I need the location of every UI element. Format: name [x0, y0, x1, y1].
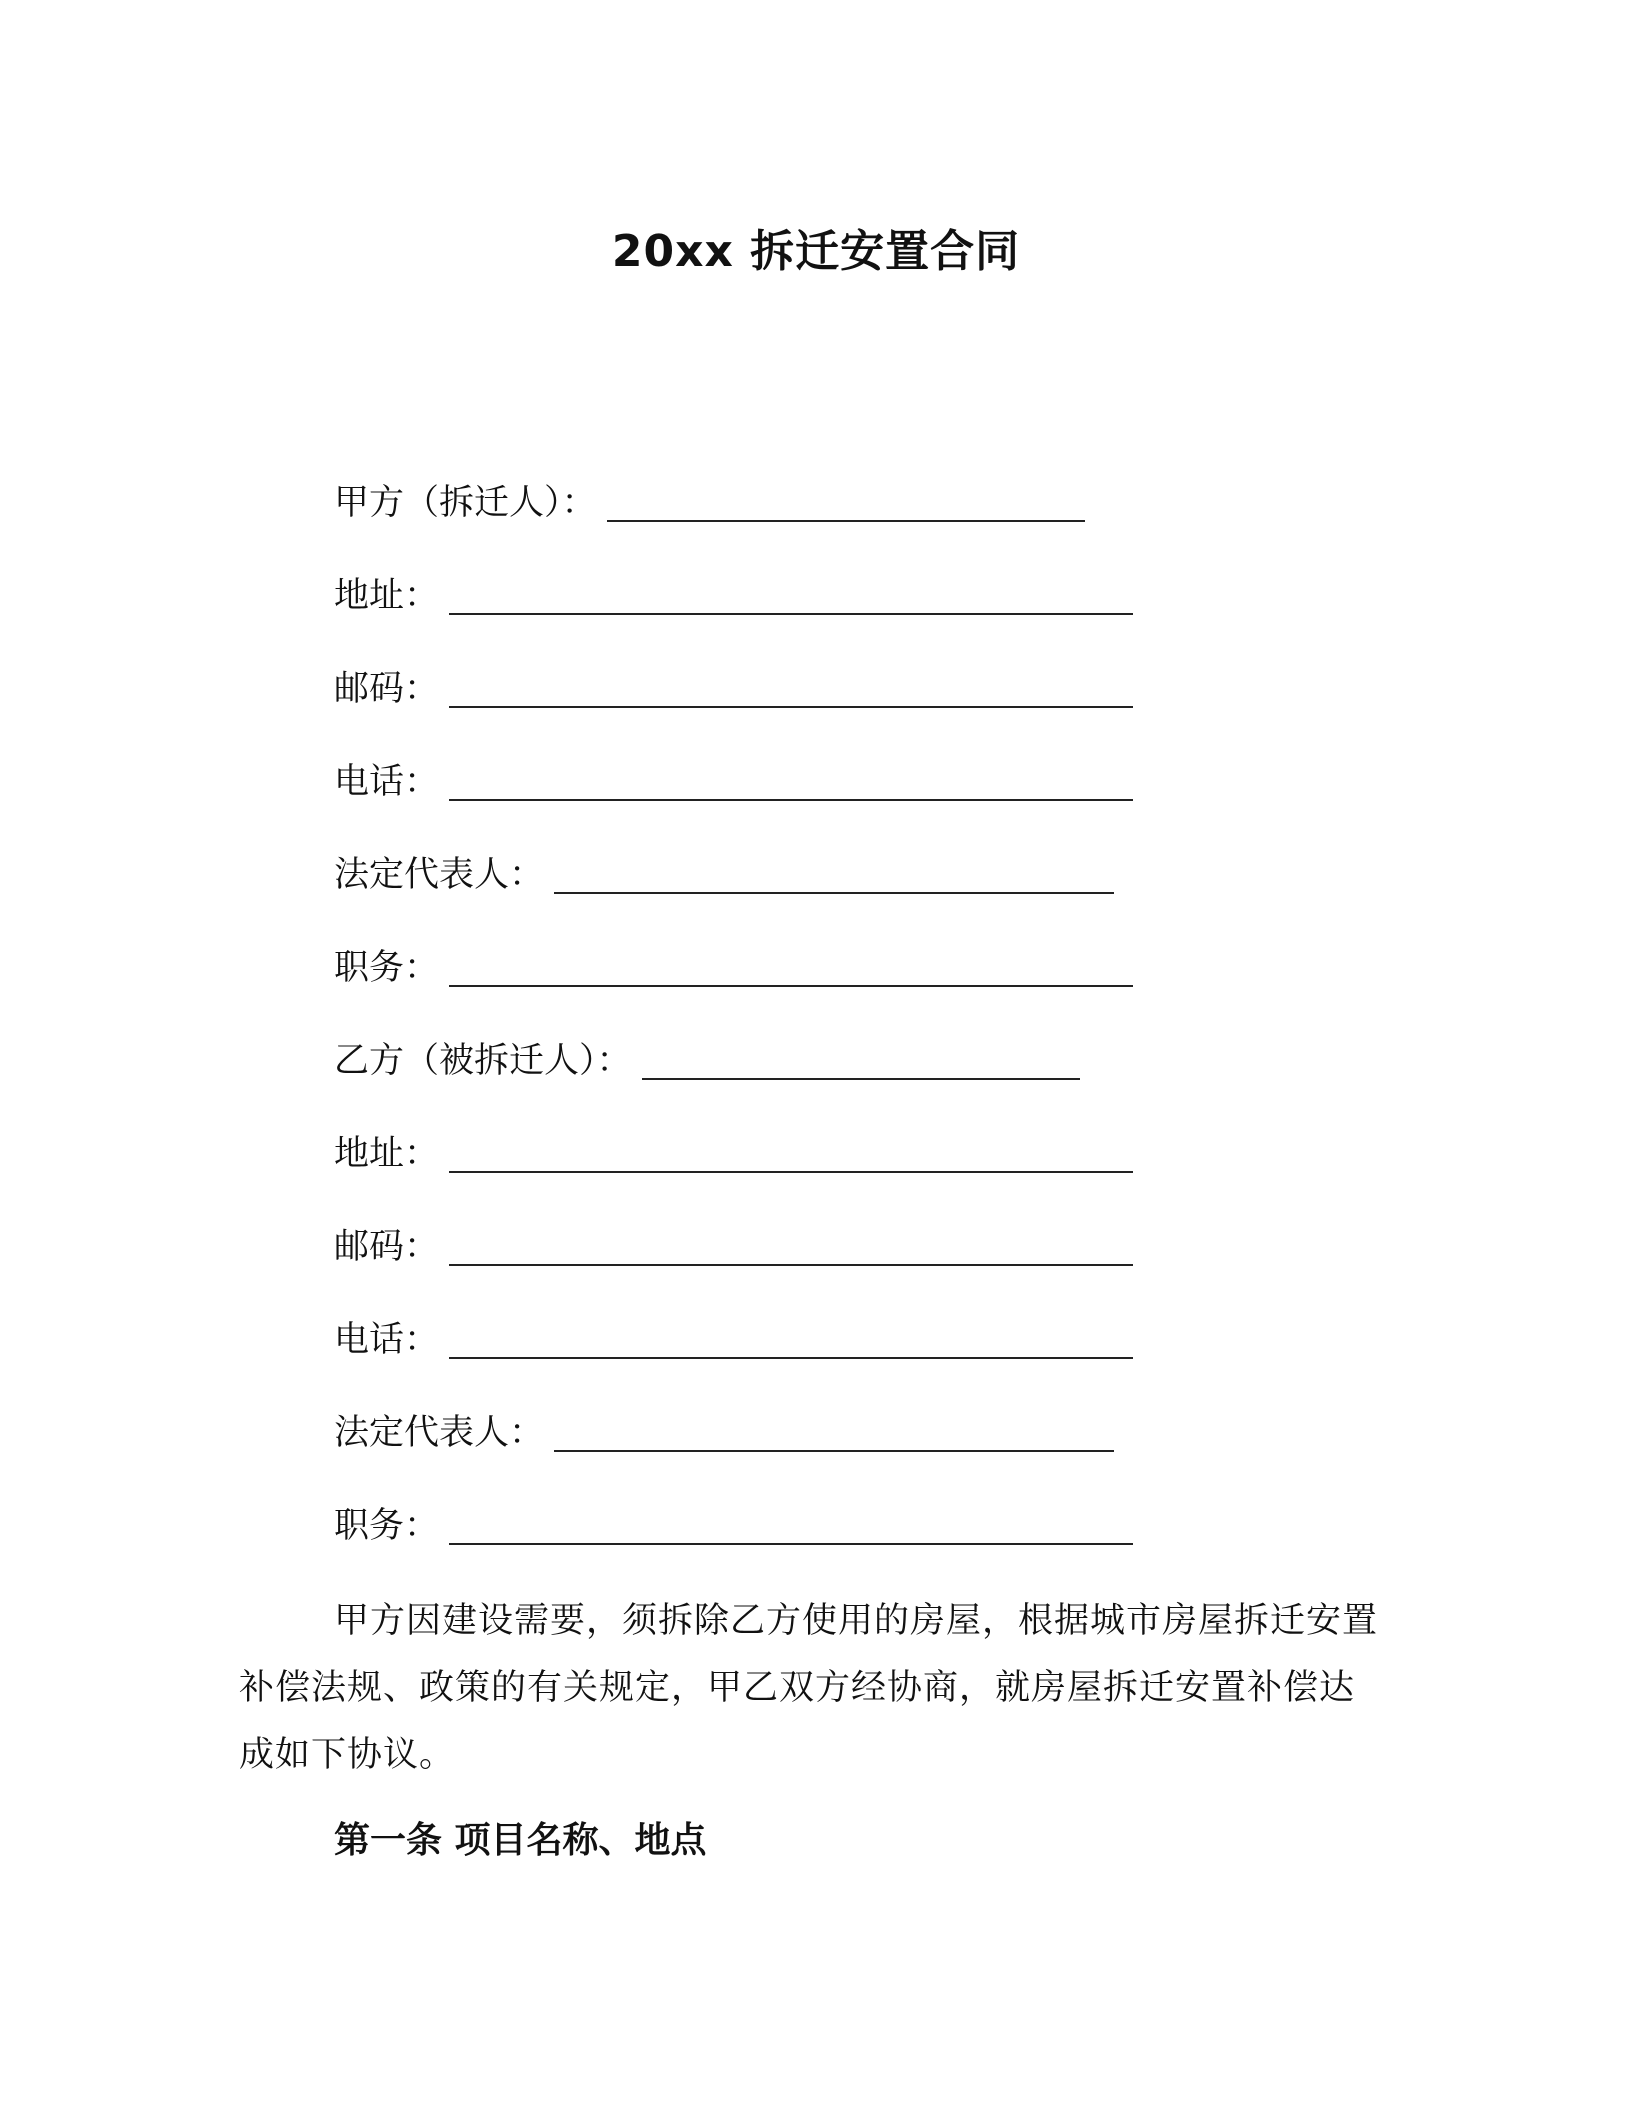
- party-a-header-line: [334, 478, 1085, 528]
- document-title: 20xx 拆迁安置合同: [611, 226, 1021, 277]
- party-b-address-line: [334, 1129, 1133, 1179]
- party-b-phone-label: 电话：: [334, 1320, 440, 1360]
- party-a-header-label: 甲方（拆迁人）：: [334, 483, 597, 523]
- party-b-phone-blank[interactable]: [449, 1325, 1133, 1359]
- party-b-title-line: [334, 1501, 1133, 1551]
- party-b-header-line: [334, 1036, 1080, 1086]
- party-b-title-label: 职务：: [334, 1506, 440, 1546]
- party-b-postcode-blank[interactable]: [449, 1232, 1133, 1266]
- article-1-heading: 第一条 项目名称、地点: [334, 1820, 707, 1861]
- party-a-legal-rep-blank[interactable]: [554, 860, 1114, 894]
- party-a-postcode-blank[interactable]: [449, 674, 1133, 708]
- party-b-legal-rep-label: 法定代表人：: [334, 1413, 545, 1453]
- party-b-header-label: 乙方（被拆迁人）：: [334, 1041, 632, 1081]
- party-a-legal-rep-line: [334, 850, 1114, 900]
- party-b-postcode-label: 邮码：: [334, 1227, 440, 1267]
- intro-paragraph: 甲方因建设需要，须拆除乙方使用的房屋，根据城市房屋拆迁安置补偿法规、政策的有关规定，甲乙双方经协商，就房屋拆迁安置补偿达成如下协议。: [239, 1601, 1379, 1775]
- party-b-postcode-line: [334, 1222, 1133, 1272]
- party-b-name-blank[interactable]: [642, 1046, 1080, 1080]
- party-a-postcode-line: [334, 664, 1133, 714]
- party-a-phone-blank[interactable]: [449, 767, 1133, 801]
- party-a-title-label: 职务：: [334, 948, 440, 988]
- party-a-address-label: 地址：: [334, 576, 440, 616]
- party-a-phone-line: [334, 757, 1133, 807]
- party-a-legal-rep-label: 法定代表人：: [334, 855, 545, 895]
- party-a-title-line: [334, 943, 1133, 993]
- party-a-address-line: [334, 571, 1133, 621]
- party-a-phone-label: 电话：: [334, 762, 440, 802]
- party-a-postcode-label: 邮码：: [334, 669, 440, 709]
- party-b-phone-line: [334, 1315, 1133, 1365]
- party-b-title-blank[interactable]: [449, 1511, 1133, 1545]
- party-b-legal-rep-line: [334, 1408, 1114, 1458]
- party-a-address-blank[interactable]: [449, 581, 1133, 615]
- party-a-title-blank[interactable]: [449, 953, 1133, 987]
- party-a-name-blank[interactable]: [607, 488, 1085, 522]
- party-b-legal-rep-blank[interactable]: [554, 1418, 1114, 1452]
- party-b-address-label: 地址：: [334, 1134, 440, 1174]
- party-b-address-blank[interactable]: [449, 1139, 1133, 1173]
